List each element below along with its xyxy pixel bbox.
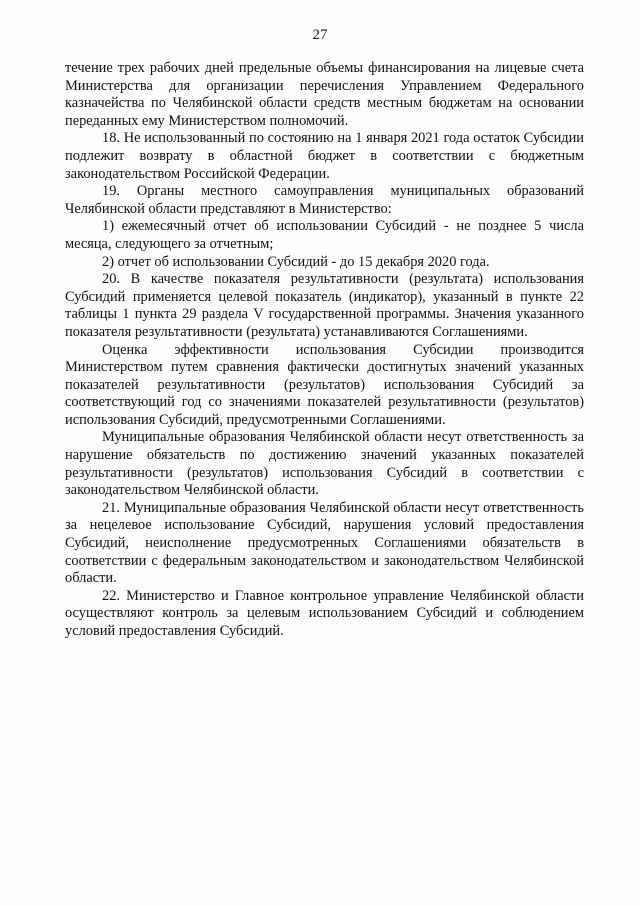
- paragraph-19-item-2: 2) отчет об использовании Субсидий - до 15 декабря 2020 года.: [102, 253, 490, 270]
- paragraph-18: 18. Не использованный по состоянию на 1 января 2021 года остаток Субсидии подлежит возврату в областной бюджет в соответствии с бюджетным законодательством Российской Федерации.: [65, 130, 584, 182]
- paragraph-19: 19. Органы местного самоуправления муниципальных образований Челябинской области представляют в Министерство:: [65, 183, 584, 217]
- paragraph-21: 21. Муниципальные образования Челябинской области несут ответственность за нецелевое использование Субсидий, нарушения условий предоставления Субсидий, неисполнение предусмотренных Соглашениями обязательств в соответствии с федеральным законодательством и законодательством Челябинской области.: [65, 499, 584, 587]
- document-body: [65, 60, 584, 641]
- paragraph-20-evaluation: Оценка эффективности использования Субсидии производится Министерством путем сравнения фактически достигнутых значений указанных показателей результативности (результатов) использования Субсидий за соответствующий год со значениями показателей результативности (результатов) использования Субсидий, предусмотренными Соглашениями.: [65, 341, 584, 428]
- paragraph-22: 22. Министерство и Главное контрольное управление Челябинской области осуществляют контроль за целевым использованием Субсидий и соблюдением условий предоставления Субсидий.: [65, 587, 584, 639]
- page-number: 27: [312, 27, 328, 43]
- paragraph-19-item-1: 1) ежемесячный отчет об использовании Субсидий - не позднее 5 числа месяца, следующего за отчетным;: [65, 218, 584, 252]
- paragraph-20-responsibility: Муниципальные образования Челябинской области несут ответственность за нарушение обязательств по достижению значений указанных показателей результативности (результатов) использования Субсидий в соответствии с законодательством Челябинской области.: [65, 429, 584, 499]
- paragraph-20: 20. В качестве показателя результативности (результата) использования Субсидий применяется целевой показатель (индикатор), указанный в пункте 22 таблицы 1 пункта 29 раздела V государственной программы. Значения указанного показателя результативности (результата) устанавливаются Соглашениями.: [65, 271, 584, 340]
- paragraph-continuation: течение трех рабочих дней предельные объемы финансирования на лицевые счета Министерства для организации перечисления Управлением Федерального казначейства по Челябинской области средств местным бюджетам на основании переданных ему Министерством полномочий.: [65, 60, 584, 129]
